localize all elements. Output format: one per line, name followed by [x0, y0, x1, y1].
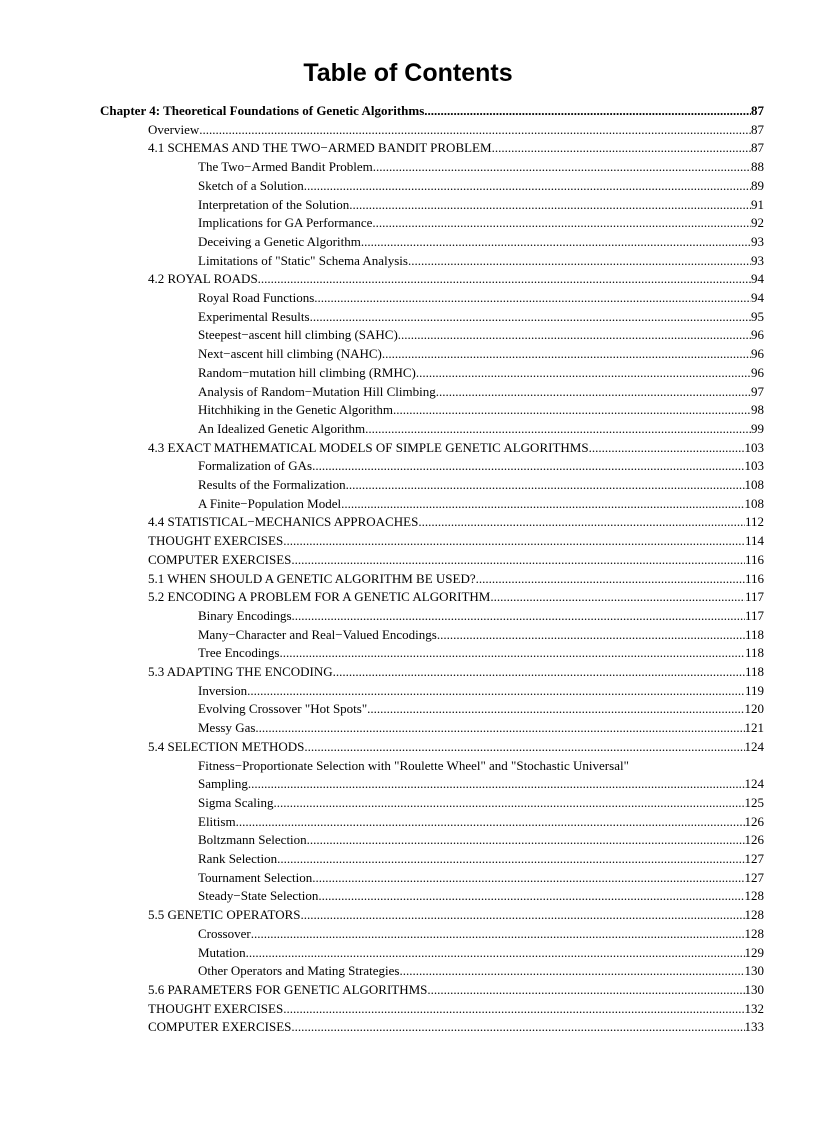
toc-entry-label: Steady−State Selection — [198, 888, 319, 904]
toc-page-number: 88 — [751, 159, 764, 175]
dot-leader — [589, 439, 745, 457]
dot-leader — [283, 1000, 744, 1018]
toc-entry-link[interactable] — [148, 121, 764, 139]
dot-leader — [310, 308, 751, 326]
toc-entry-link[interactable] — [198, 177, 764, 195]
toc-entry-label: Sketch of a Solution — [198, 177, 304, 193]
dot-leader — [333, 663, 745, 681]
toc-page-number: 128 — [744, 907, 764, 923]
dot-leader — [361, 233, 751, 251]
toc-entry-label: 5.1 WHEN SHOULD A GENETIC ALGORITHM BE USED? — [148, 570, 476, 586]
toc-page-number: 118 — [744, 626, 764, 642]
toc-entry-link[interactable] — [198, 196, 764, 214]
dot-leader — [292, 607, 745, 625]
toc-entry-label: Interpretation of the Solution — [198, 196, 350, 212]
toc-entry-label: 4.4 STATISTICAL−MECHANICS APPROACHES — [148, 514, 419, 530]
toc-entry-label: Elitism — [198, 813, 236, 829]
toc-page-number: 125 — [744, 794, 764, 810]
dot-leader — [236, 813, 745, 831]
toc-entry-label: THOUGHT EXERCISES — [148, 533, 284, 549]
toc-page-number: 133 — [744, 1019, 764, 1035]
dot-leader — [248, 775, 745, 793]
toc-page-number: 116 — [744, 570, 764, 586]
toc-entry-label: Sigma Scaling — [198, 794, 274, 810]
toc-entry-label: Fitness−Proportionate Selection with "Roulette Wheel" and "Stochastic Universal" — [198, 757, 629, 773]
dot-leader — [476, 570, 745, 588]
toc-entry-label: 5.4 SELECTION METHODS — [148, 738, 305, 754]
toc-entry-link[interactable] — [148, 570, 764, 588]
toc-entry-link[interactable] — [198, 850, 764, 868]
toc-page-number: 92 — [751, 215, 764, 231]
toc-entry-label: COMPUTER EXERCISES — [148, 1019, 292, 1035]
toc-entry-label: Analysis of Random−Mutation Hill Climbing — [198, 383, 436, 399]
toc-entry-link[interactable] — [148, 270, 764, 288]
toc-page-number: 120 — [744, 701, 764, 717]
toc-entry-label: Other Operators and Mating Strategies — [198, 963, 400, 979]
toc-entry-link[interactable] — [198, 364, 764, 382]
toc-page-number: 99 — [751, 420, 764, 436]
toc-page-number: 96 — [751, 327, 764, 343]
toc-entry-link[interactable] — [198, 158, 764, 176]
dot-leader — [372, 214, 751, 232]
toc-entry-label: Rank Selection — [198, 851, 278, 866]
toc-page-number: 95 — [751, 308, 764, 324]
toc-page-number: 108 — [744, 495, 764, 511]
toc-entry-link[interactable] — [148, 439, 764, 457]
toc-page-number: 94 — [751, 290, 764, 305]
toc-entry-link[interactable] — [198, 457, 764, 475]
toc-entry-link[interactable] — [198, 887, 764, 905]
toc-entry-label: Random−mutation hill climbing (RMHC) — [198, 364, 416, 380]
toc-entry-label: The Two−Armed Bandit Problem — [198, 159, 373, 175]
toc-entry-link[interactable] — [198, 775, 764, 793]
toc-entry-link[interactable] — [148, 513, 764, 531]
dot-leader — [314, 289, 751, 307]
toc-entry-label: Tree Encodings — [198, 645, 280, 661]
toc-page-number: 94 — [751, 271, 764, 287]
dot-leader — [424, 102, 751, 120]
dot-leader — [247, 682, 745, 700]
toc-entry-link[interactable] — [198, 401, 764, 419]
dot-leader — [437, 626, 745, 644]
toc-entry-link[interactable] — [198, 682, 764, 700]
toc-entry-link[interactable] — [198, 326, 764, 344]
dot-leader — [304, 177, 751, 195]
toc-entry-link[interactable] — [148, 139, 764, 157]
toc-entry-link[interactable] — [198, 289, 764, 307]
toc-entry-label: COMPUTER EXERCISES — [148, 551, 292, 567]
toc-entry-label: Results of the Formalization — [198, 477, 346, 492]
dot-leader — [399, 962, 744, 980]
toc-entry-link[interactable] — [198, 831, 764, 849]
toc-entry-link[interactable] — [198, 813, 764, 831]
toc-page-number: 96 — [751, 364, 764, 380]
toc-page-number: 114 — [744, 533, 764, 549]
toc-entry-label: THOUGHT EXERCISES — [148, 1000, 284, 1016]
toc-page-number: 119 — [744, 682, 764, 698]
toc-entry-label: Messy Gas — [198, 720, 256, 736]
page-title: Table of Contents — [303, 59, 513, 87]
dot-leader — [251, 925, 745, 943]
toc-page-number: 98 — [751, 402, 764, 418]
toc-entry-link[interactable] — [148, 588, 764, 606]
dot-leader — [280, 644, 745, 662]
toc-page-number: 129 — [744, 944, 764, 960]
dot-leader — [304, 738, 744, 756]
toc-entry-link[interactable] — [198, 794, 764, 812]
toc-entry-label: Evolving Crossover "Hot Spots" — [198, 701, 368, 717]
toc-entry-label: Chapter 4: Theoretical Foundations of Genetic Algorithms — [100, 103, 425, 118]
toc-entry-label: Steepest−ascent hill climbing (SAHC) — [198, 327, 398, 343]
toc-page-number: 128 — [744, 888, 764, 904]
toc-entry-label: Crossover — [198, 925, 251, 941]
toc-page-number: 103 — [744, 439, 764, 455]
toc-entry-link[interactable] — [198, 719, 764, 737]
toc-chapter-link[interactable] — [100, 102, 764, 120]
toc-entry-label: 5.6 PARAMETERS FOR GENETIC ALGORITHMS — [148, 981, 428, 997]
toc-page-number: 127 — [744, 851, 764, 866]
toc-entry-link[interactable] — [148, 1018, 764, 1036]
toc-entry-label: 4.2 ROYAL ROADS — [148, 271, 258, 287]
toc-page-number: 87 — [751, 140, 764, 156]
toc-entry-link[interactable] — [198, 252, 764, 270]
toc-page-number: 96 — [751, 346, 764, 362]
toc-entry-link[interactable] — [198, 925, 764, 943]
toc-entry-label: Hitchhiking in the Genetic Algorithm — [198, 402, 393, 418]
dot-leader — [255, 719, 744, 737]
toc-page-number: 118 — [744, 664, 764, 679]
toc-entry-link[interactable] — [198, 607, 764, 625]
toc-entry-label: Many−Character and Real−Valued Encodings — [198, 626, 437, 642]
toc-page-number: 118 — [744, 645, 764, 661]
toc-page-number: 130 — [744, 963, 764, 979]
toc-entry-link[interactable] — [148, 532, 764, 550]
toc-entry-link[interactable] — [148, 738, 764, 756]
toc-page-number: 126 — [744, 813, 764, 829]
toc-entry-link[interactable] — [198, 420, 764, 438]
toc-page-number: 116 — [744, 551, 764, 567]
toc-entry-link[interactable] — [198, 214, 764, 232]
toc-page-number: 124 — [744, 738, 764, 754]
toc-entry-label: An Idealized Genetic Algorithm — [198, 420, 366, 436]
toc-entry-link[interactable] — [198, 308, 764, 326]
toc-entry-label: 5.2 ENCODING A PROBLEM FOR A GENETIC ALGORITHM — [148, 589, 491, 605]
toc-entry-label: Limitations of "Static" Schema Analysis — [198, 252, 408, 268]
toc-entry-link[interactable] — [198, 476, 764, 494]
toc-entry-link[interactable] — [198, 345, 764, 363]
dot-leader — [398, 326, 751, 344]
dot-leader — [346, 476, 745, 494]
toc-entry-label: Inversion — [198, 682, 248, 698]
toc-page-number: 87 — [751, 103, 764, 118]
dot-leader — [283, 532, 745, 550]
toc-page-number: 124 — [744, 776, 764, 792]
toc-entry-link[interactable] — [148, 663, 764, 681]
toc-page-number: 93 — [751, 252, 764, 268]
toc-entry-label: Tournament Selection — [198, 869, 313, 885]
toc-entry-label: Sampling — [198, 776, 248, 792]
dot-leader — [418, 513, 745, 531]
toc-page-number: 89 — [751, 177, 764, 193]
toc-entry-link[interactable] — [198, 495, 764, 513]
toc-entry-link[interactable] — [198, 869, 764, 887]
dot-leader — [373, 158, 751, 176]
toc-entry-label: Experimental Results — [198, 308, 310, 324]
toc-entry-link[interactable] — [198, 757, 764, 775]
toc-entry-label: Royal Road Functions — [198, 290, 315, 305]
toc-entry-label: Binary Encodings — [198, 607, 292, 623]
dot-leader — [393, 401, 751, 419]
toc-entry-label: Formalization of GAs — [198, 458, 313, 474]
toc-page-number: 117 — [744, 607, 764, 623]
dot-leader — [199, 121, 751, 139]
toc-page-number: 112 — [744, 514, 764, 530]
toc-entry-label: Boltzmann Selection — [198, 832, 307, 848]
dot-leader — [318, 887, 744, 905]
toc-page-number: 126 — [744, 832, 764, 848]
toc-entry-link[interactable] — [198, 644, 764, 662]
toc-page-number: 132 — [744, 1000, 764, 1016]
toc-entry-link[interactable] — [198, 700, 764, 718]
toc-entry-link[interactable] — [148, 551, 764, 569]
dot-leader — [349, 196, 751, 214]
dot-leader — [258, 270, 751, 288]
dot-leader — [492, 139, 751, 157]
toc-entry-label: 5.5 GENETIC OPERATORS — [148, 907, 301, 923]
toc-entry-link[interactable] — [198, 233, 764, 251]
dot-leader — [291, 1018, 744, 1036]
toc-page-number: 91 — [751, 196, 764, 212]
dot-leader — [408, 252, 751, 270]
toc-page-number: 93 — [751, 233, 764, 249]
dot-leader — [436, 383, 751, 401]
toc-page-number: 103 — [744, 458, 764, 474]
toc-entry-link[interactable] — [198, 626, 764, 644]
toc-entry-link[interactable] — [148, 1000, 764, 1018]
toc-page-number: 121 — [744, 720, 764, 736]
dot-leader — [416, 364, 751, 382]
dot-leader — [341, 495, 744, 513]
toc-entry-label: 4.3 EXACT MATHEMATICAL MODELS OF SIMPLE GENETIC ALGORITHMS — [148, 439, 589, 455]
toc-entry-label: Implications for GA Performance — [198, 215, 373, 231]
toc-entry-label: 5.3 ADAPTING THE ENCODING — [148, 664, 333, 679]
toc-page-number: 127 — [744, 869, 764, 885]
dot-leader — [277, 850, 744, 868]
toc-entry-label: 4.1 SCHEMAS AND THE TWO−ARMED BANDIT PROBLEM — [148, 140, 492, 156]
toc-entry-link[interactable] — [198, 962, 764, 980]
dot-leader — [291, 551, 745, 569]
toc-page-number: 97 — [751, 383, 764, 399]
toc-entry-label: Next−ascent hill climbing (NAHC) — [198, 346, 382, 362]
toc-page-number: 128 — [744, 925, 764, 941]
toc-entry-link[interactable] — [148, 981, 764, 999]
dot-leader — [301, 906, 745, 924]
dot-leader — [312, 457, 744, 475]
dot-leader — [365, 420, 751, 438]
toc-page-number: 130 — [744, 981, 764, 997]
dot-leader — [427, 981, 744, 999]
toc-page-number: 87 — [751, 121, 764, 137]
toc-entry-label: A Finite−Population Model — [198, 495, 342, 511]
dot-leader — [382, 345, 751, 363]
dot-leader — [273, 794, 744, 812]
dot-leader — [367, 700, 744, 718]
toc-entry-label: Deceiving a Genetic Algorithm — [198, 233, 361, 249]
toc-entry-label: Overview — [148, 121, 200, 137]
toc-page-number: 108 — [744, 477, 764, 492]
dot-leader — [246, 944, 745, 962]
toc-entry-link[interactable] — [198, 383, 764, 401]
toc-entry-link[interactable] — [198, 944, 764, 962]
toc-page-number: 117 — [744, 589, 764, 605]
dot-leader — [307, 831, 745, 849]
dot-leader — [490, 588, 745, 606]
dot-leader — [312, 869, 744, 887]
toc-entry-link[interactable] — [148, 906, 764, 924]
toc-entry-label: Mutation — [198, 944, 246, 960]
